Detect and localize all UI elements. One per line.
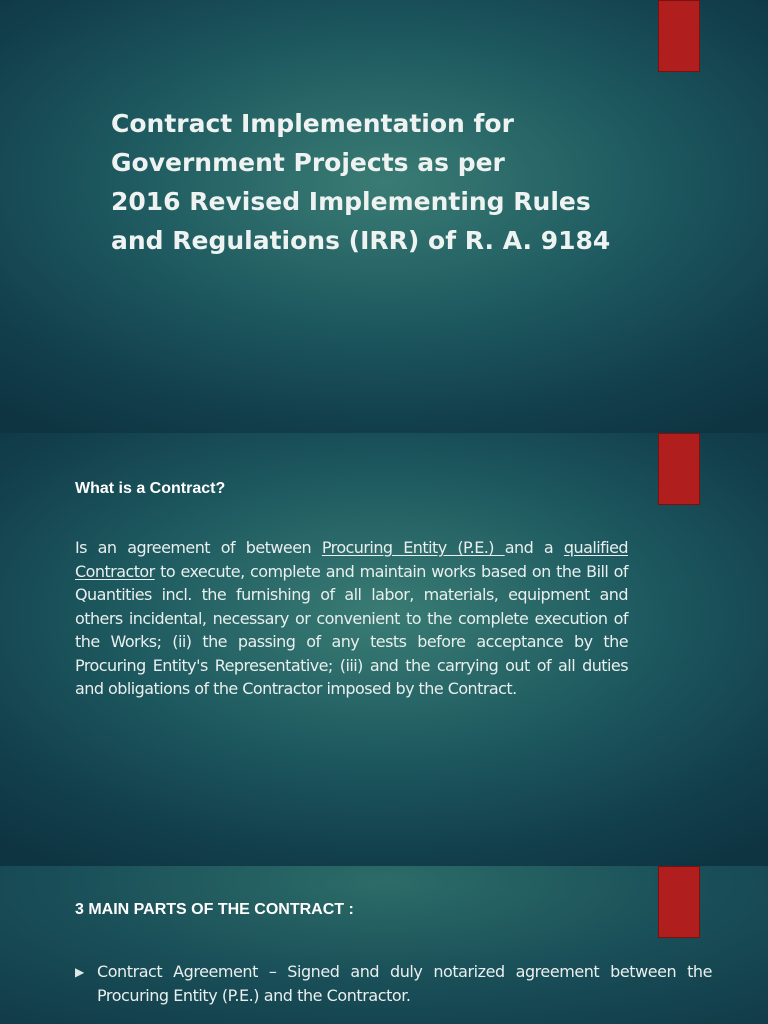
red-accent-tab [658, 433, 700, 505]
slide-title [0, 0, 768, 433]
red-accent-tab [658, 0, 700, 72]
section-heading: 3 MAIN PARTS OF THE CONTRACT : [75, 901, 354, 918]
title-line: Government Projects as per [111, 148, 505, 177]
red-accent-tab [658, 866, 700, 938]
presentation-title [111, 104, 671, 260]
bullet-item [75, 960, 712, 1008]
triangle-bullet-icon: ▶ [75, 965, 85, 979]
slide-main-parts [0, 866, 768, 1024]
procuring-entity-link: Procuring Entity (P.E.) [321, 538, 505, 557]
title-line: and Regulations (IRR) of R. A. 9184 [111, 226, 611, 255]
title-line: Contract Implementation for [111, 109, 514, 138]
qualified-contractor-link: qualified Contractor [75, 538, 628, 581]
section-heading: What is a Contract? [75, 480, 226, 497]
slide-definition [0, 433, 768, 866]
definition-paragraph [75, 536, 628, 701]
bullet-text: Contract Agreement – Signed and duly notarized agreement between the Procuring Entity (P.E.) and the Contractor. [97, 962, 712, 1005]
title-line: 2016 Revised Implementing Rules [111, 187, 591, 216]
paragraph-text: and a [504, 538, 564, 557]
paragraph-text: to execute, complete and maintain works based on the Bill of Quantities incl. the furnishing of all labor, materials, equipment and others incidental, necessary or convenient to the complete execution of the Works; (ii) the passing of any tests before acceptance by the Procuring Entity's Representative; (iii) and the carrying out of all duties and obligations of the Contractor imposed by the Contract. [75, 561, 628, 698]
paragraph-text: Is an agreement of between [75, 538, 322, 557]
